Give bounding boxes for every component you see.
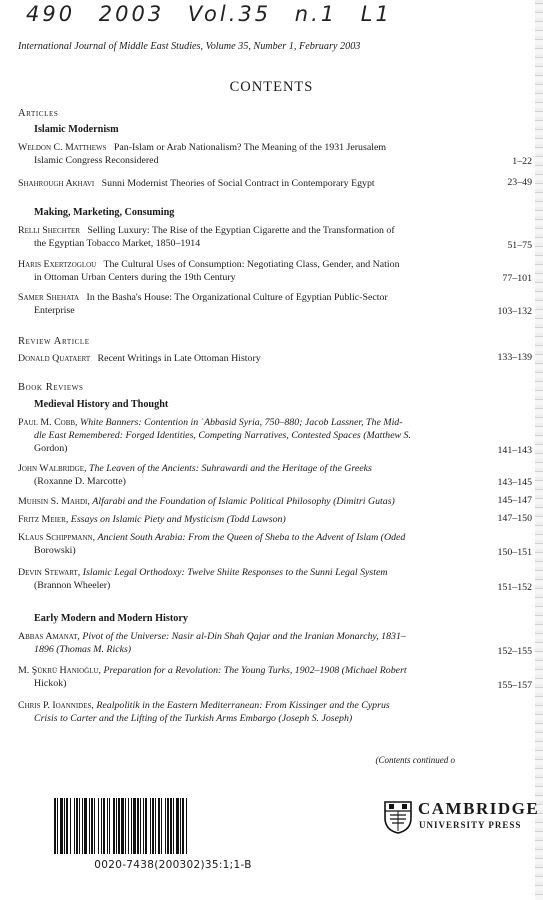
contents-heading: CONTENTS — [229, 79, 314, 95]
toc-entry[interactable]: Paul M. Cobb, White Banners: Contention in ʿAbbasid Syria, 750–880; Jacob Lassner, The Mid- dle East Remembered: Forged Identities, Competing Narratives, Contested Spaces (Matthew S. Gordon) — [18, 417, 411, 455]
publisher-name: CAMBRIDGE — [418, 799, 540, 818]
toc-entry[interactable]: Relli Shechter Selling Luxury: The Rise of the Egyptian Cigarette and the Transformation of the Egyptian Tobacco Market, 1850–1914 — [18, 225, 395, 250]
toc-entry[interactable]: Samer Shehata In the Basha's House: The Organizational Culture of Egyptian Public-Sector Enterprise — [18, 292, 388, 317]
toc-entry[interactable]: Muhsin S. Mahdi, Alfarabi and the Foundation of Islamic Political Philosophy (Dimitri Gutas) — [18, 496, 395, 507]
subsection-early-modern: Early Modern and Modern History — [34, 613, 188, 624]
page-range: 23–49 — [507, 177, 532, 188]
page-range: 147–150 — [497, 513, 532, 524]
page-range: 151–152 — [497, 582, 532, 593]
page-range: 145–147 — [497, 495, 532, 506]
publisher-press: UNIVERSITY PRESS — [419, 820, 522, 830]
journal-citation: International Journal of Middle East Studies, Volume 35, Number 1, February 2003 — [18, 41, 361, 52]
contents-continued-note: (Contents continued o — [375, 755, 455, 765]
page-range: 51–75 — [507, 240, 532, 251]
toc-entry[interactable]: Abbas Amanat, Pivot of the Universe: Nasir al-Din Shah Qajar and the Iranian Monarchy, 1831– 1896 (Thomas M. Ricks) — [18, 631, 406, 656]
cambridge-crest-icon — [383, 800, 413, 834]
section-articles: Articles — [18, 108, 59, 119]
toc-entry[interactable]: M. Şükrü Hanioğlu, Preparation for a Revolution: The Young Turks, 1902–1908 (Michael Robert Hickok) — [18, 665, 407, 690]
page-range: 133–139 — [497, 352, 532, 363]
page-range: 103–132 — [497, 306, 532, 317]
subsection-medieval: Medieval History and Thought — [34, 399, 169, 410]
barcode-number: 0020-7438(200302)35:1;1-B — [94, 859, 252, 871]
toc-entry[interactable]: Klaus Schippmann, Ancient South Arabia: From the Queen of Sheba to the Advent of Islam (Oded Borowski) — [18, 532, 406, 557]
toc-entry[interactable]: Haris Exertzoglou The Cultural Uses of Consumption: Negotiating Class, Gender, and Nation in Ottoman Urban Centers during the 19th Century — [18, 259, 400, 284]
toc-entry[interactable]: Devin Stewart, Islamic Legal Orthodoxy: Twelve Shiite Responses to the Sunni Legal System (Brannon Wheeler) — [18, 567, 388, 592]
page-range: 152–155 — [497, 646, 532, 657]
page-range: 143–145 — [497, 477, 532, 488]
section-review-article: Review Article — [18, 336, 90, 347]
toc-entry[interactable]: Shahrough Akhavi Sunni Modernist Theories of Social Contract in Contemporary Egypt — [18, 178, 375, 189]
section-book-reviews: Book Reviews — [18, 382, 84, 393]
toc-entry[interactable]: Fritz Meier, Essays on Islamic Piety and Mysticism (Todd Lawson) — [18, 514, 286, 525]
page-range: 1–22 — [512, 156, 532, 167]
toc-entry[interactable]: John Walbridge, The Leaven of the Ancients: Suhrawardi and the Heritage of the Greeks (Roxanne D. Marcotte) — [18, 463, 372, 488]
barcode — [54, 798, 292, 871]
subsection-making-marketing: Making, Marketing, Consuming — [34, 207, 175, 218]
page-range: 150–151 — [497, 547, 532, 558]
toc-entry[interactable]: Chris P. Ioannides, Realpolitik in the Eastern Mediterranean: From Kissinger and the Cyprus Crisis to Carter and the Lifting of the Turkish Arms Embargo (Joseph S. Joseph) — [18, 700, 390, 725]
page-edge-decoration — [535, 0, 543, 900]
page-range: 141–143 — [497, 445, 532, 456]
subsection-islamic-modernism: Islamic Modernism — [34, 124, 119, 135]
handwritten-note: 490 2003 Vol.35 n.1 L1 — [26, 2, 392, 26]
barcode-bars — [54, 798, 292, 854]
toc-entry[interactable]: Donald Quataert Recent Writings in Late Ottoman History — [18, 353, 261, 364]
page-range: 155–157 — [497, 680, 532, 691]
toc-entry[interactable]: Weldon C. Matthews Pan-Islam or Arab Nationalism? The Meaning of the 1931 Jerusalem Islamic Congress Reconsidered — [18, 142, 387, 167]
page-range: 77–101 — [502, 273, 532, 284]
